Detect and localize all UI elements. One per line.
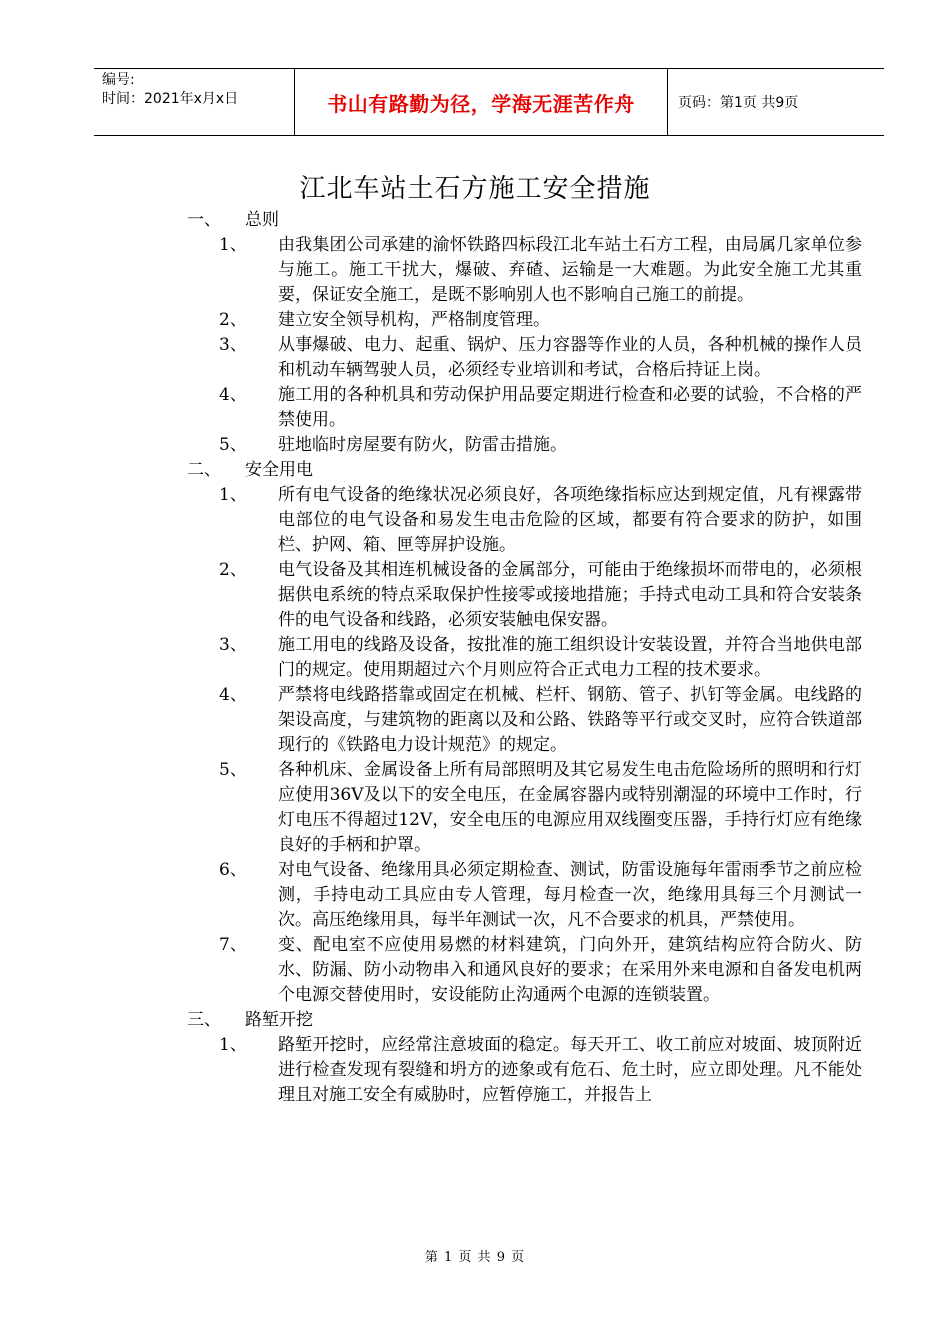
item-number: 4、	[219, 685, 247, 705]
section-number: 一、	[187, 210, 221, 230]
section-number: 二、	[187, 460, 221, 480]
document-body	[0, 208, 950, 1108]
item-number: 5、	[219, 760, 247, 780]
header-meta	[94, 69, 295, 135]
list-item	[0, 858, 950, 933]
item-text: 驻地临时房屋要有防火，防雷击措施。	[278, 435, 567, 455]
item-number: 2、	[219, 310, 247, 330]
item-text: 施工用的各种机具和劳动保护用品要定期进行检查和必要的试验，不合格的严禁使用。	[278, 385, 862, 430]
item-text: 施工用电的线路及设备，按批准的施工组织设计安装设置，并符合当地供电部门的规定。使用期超过六个月则应符合正式电力工程的技术要求。	[278, 635, 862, 680]
list-item	[0, 483, 950, 558]
list-item	[0, 633, 950, 683]
document-number-label: 编号:	[102, 72, 135, 88]
document-time-label: 时间：2021年x月x日	[102, 91, 239, 107]
list-item	[0, 933, 950, 1008]
item-text: 从事爆破、电力、起重、锅炉、压力容器等作业的人员，各种机械的操作人员和机动车辆驾驶人员，必须经专业培训和考试，合格后持证上岗。	[278, 335, 862, 380]
list-item	[0, 1033, 950, 1108]
document-title: 江北车站土石方施工安全措施	[299, 174, 651, 204]
item-number: 5、	[219, 435, 247, 455]
list-item	[0, 558, 950, 633]
item-text: 对电气设备、绝缘用具必须定期检查、测试，防雷设施每年雷雨季节之前应检测，手持电动工具应由专人管理，每月检查一次，绝缘用具每三个月测试一次。高压绝缘用具，每半年测试一次，凡不合要求的机具，严禁使用。	[278, 860, 862, 930]
item-text: 电气设备及其相连机械设备的金属部分，可能由于绝缘损坏而带电的，必须根据供电系统的特点采取保护性接零或接地措施；手持式电动工具和符合安装条件的电气设备和线路，必须安装触电保安器。	[278, 560, 862, 630]
item-number: 7、	[219, 935, 247, 955]
list-item	[0, 758, 950, 858]
list-item	[0, 308, 950, 333]
item-text: 建立安全领导机构，严格制度管理。	[278, 310, 550, 330]
item-text: 由我集团公司承建的渝怀铁路四标段江北车站土石方工程，由局属几家单位参与施工。施工干扰大，爆破、弃碴、运输是一大难题。为此安全施工尤其重要，保证安全施工，是既不影响别人也不影响自己施工的前提。	[278, 235, 862, 305]
section-heading	[0, 458, 950, 483]
item-text: 路堑开挖时，应经常注意坡面的稳定。每天开工、收工前应对坡面、坡顶附近进行检查发现有裂缝和坍方的迹象或有危石、危土时，应立即处理。凡不能处理且对施工安全有威胁时，应暂停施工，并报告上	[278, 1035, 862, 1105]
item-text: 各种机床、金属设备上所有局部照明及其它易发生电击危险场所的照明和行灯应使用36V及以下的安全电压，在金属容器内或特别潮湿的环境中工作时，行灯电压不得超过12V，安全电压的电源应用双线圈变压器，手持行灯应有绝缘良好的手柄和护罩。	[278, 760, 862, 855]
header-table	[94, 68, 884, 136]
section-heading	[0, 1008, 950, 1033]
item-number: 1、	[219, 485, 247, 505]
page-footer: 第 1 页 共 9 页	[424, 1250, 526, 1265]
list-item	[0, 333, 950, 383]
section-heading	[0, 208, 950, 233]
list-item	[0, 433, 950, 458]
section-title: 总则	[245, 210, 279, 230]
item-number: 3、	[219, 635, 247, 655]
list-item	[0, 683, 950, 758]
item-number: 1、	[219, 235, 247, 255]
list-item	[0, 383, 950, 433]
item-text: 所有电气设备的绝缘状况必须良好，各项绝缘指标应达到规定值，凡有裸露带电部位的电气设备和易发生电击危险的区域，都要有符合要求的防护，如围栏、护网、箱、匣等屏护设施。	[278, 485, 862, 555]
header-page-label: 页码：第1页 共9页	[678, 95, 799, 111]
section-number: 三、	[187, 1010, 221, 1030]
item-text: 变、配电室不应使用易燃的材料建筑，门向外开，建筑结构应符合防火、防水、防漏、防小动物串入和通风良好的要求；在采用外来电源和自备发电机两个电源交替使用时，安设能防止沟通两个电源的连锁装置。	[278, 935, 862, 1005]
section-title: 安全用电	[245, 460, 313, 480]
section-title: 路堑开挖	[245, 1010, 313, 1030]
list-item	[0, 233, 950, 308]
item-number: 3、	[219, 335, 247, 355]
header-motto: 书山有路勤为径，学海无涯苦作舟	[295, 69, 668, 135]
item-number: 1、	[219, 1035, 247, 1055]
item-number: 2、	[219, 560, 247, 580]
item-number: 4、	[219, 385, 247, 405]
item-text: 严禁将电线路搭靠或固定在机械、栏杆、钢筋、管子、扒钉等金属。电线路的架设高度，与建筑物的距离以及和公路、铁路等平行或交叉时，应符合铁道部现行的《铁路电力设计规范》的规定。	[278, 685, 862, 755]
item-number: 6、	[219, 860, 247, 880]
